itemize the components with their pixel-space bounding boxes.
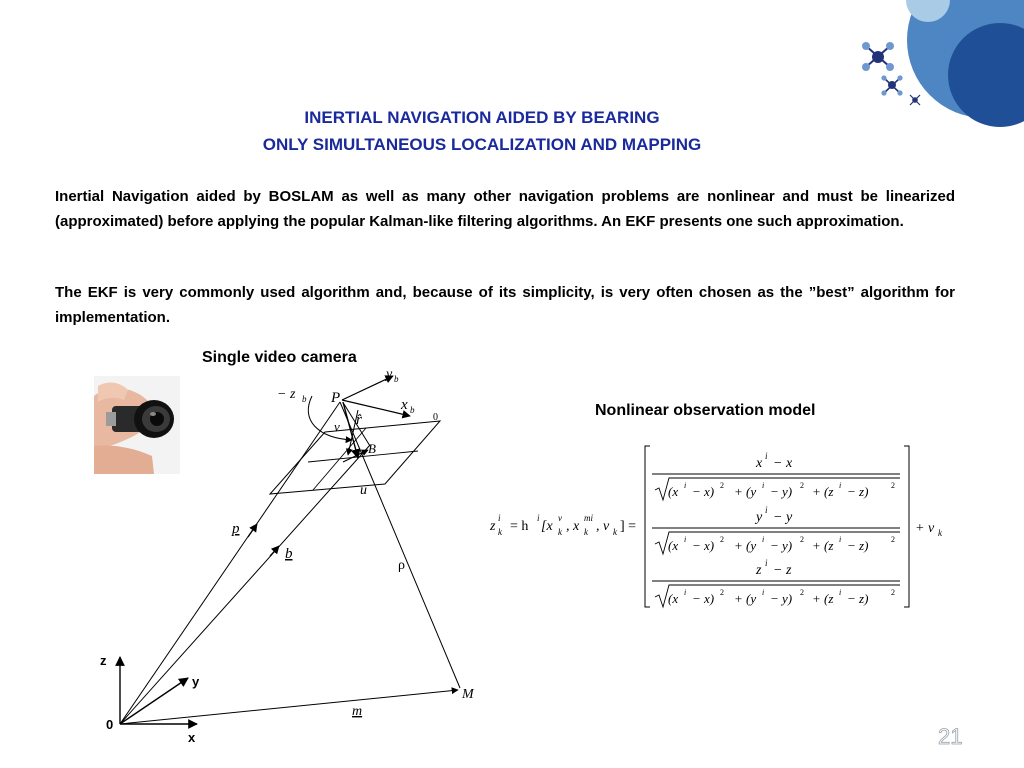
svg-text:i: i — [762, 588, 765, 597]
svg-text:i: i — [765, 558, 768, 568]
svg-text:= h: = h — [510, 519, 529, 534]
label-yb: y — [386, 367, 393, 382]
svg-text:− z: − z — [773, 563, 792, 578]
label-yb-sub: b — [394, 374, 399, 384]
eq-plus-v: + v — [915, 521, 935, 536]
label-axis-x: x — [188, 730, 196, 745]
label-b: b — [285, 546, 293, 562]
svg-text:k: k — [498, 527, 502, 537]
label-zb-sub: b — [302, 394, 307, 404]
eq-lhs: z — [490, 519, 496, 534]
svg-text:+ (z: + (z — [812, 484, 834, 499]
svg-text:(x: (x — [668, 591, 679, 606]
label-axis-z: z — [100, 653, 107, 668]
label-axis-y: y — [192, 674, 200, 689]
svg-text:i: i — [839, 535, 842, 544]
svg-text:k: k — [558, 527, 562, 537]
svg-text:i: i — [684, 535, 687, 544]
label-origin: 0 — [106, 717, 114, 732]
slide-title-line-2: ONLY SIMULTANEOUS LOCALIZATION AND MAPPING — [262, 135, 702, 154]
svg-text:i: i — [762, 481, 765, 490]
svg-text:2: 2 — [720, 535, 724, 544]
svg-text:i: i — [537, 513, 540, 523]
svg-text:− x): − x) — [692, 484, 715, 499]
svg-text:(x: (x — [668, 538, 679, 553]
svg-text:, v: , v — [596, 519, 610, 534]
label-neg-zb: − z — [277, 387, 296, 402]
label-P: P — [331, 390, 341, 406]
svg-text:− z): − z) — [847, 538, 869, 553]
svg-text:2: 2 — [891, 481, 895, 490]
label-xb: x — [401, 397, 408, 413]
svg-text:[x: [x — [541, 519, 553, 534]
eq-den-3 — [655, 585, 900, 607]
svg-text:2: 2 — [800, 535, 804, 544]
model-caption: Nonlinear observation model — [595, 402, 816, 419]
eq-den-1 — [655, 478, 900, 500]
svg-text:i: i — [839, 588, 842, 597]
label-B: B — [368, 441, 376, 456]
eq-left-bracket — [645, 446, 650, 607]
svg-text:− z): − z) — [847, 591, 869, 606]
paragraph-2: The EKF is very commonly used algorithm and, because of its simplicity, is very often chosen as the ”best” algorithm for implementation. — [55, 284, 955, 326]
label-rhat: r̂ — [356, 412, 362, 428]
page-number: 21 — [938, 724, 963, 749]
svg-text:2: 2 — [891, 535, 895, 544]
svg-text:, x: , x — [566, 519, 580, 534]
svg-text:− y: − y — [773, 510, 793, 525]
svg-text:− x: − x — [773, 456, 793, 471]
label-v: v — [334, 419, 340, 434]
svg-text:− z): − z) — [847, 484, 869, 499]
svg-text:+ (y: + (y — [734, 538, 757, 553]
svg-text:− x): − x) — [692, 591, 715, 606]
svg-text:k: k — [584, 527, 588, 537]
label-rho: ρ — [398, 558, 405, 573]
eq-den-2 — [655, 532, 900, 554]
svg-text:i: i — [765, 505, 768, 515]
label-p: p — [232, 521, 240, 537]
svg-text:+ (y: + (y — [734, 484, 757, 499]
label-u: u — [360, 483, 367, 498]
svg-text:v: v — [558, 513, 562, 523]
svg-text:i: i — [684, 481, 687, 490]
svg-text:2: 2 — [800, 481, 804, 490]
label-xb-sub: b — [410, 405, 415, 415]
svg-text:i: i — [762, 535, 765, 544]
svg-text:(x: (x — [668, 484, 679, 499]
svg-text:− y): − y) — [770, 484, 793, 499]
svg-text:i: i — [498, 513, 501, 523]
svg-text:i: i — [839, 481, 842, 490]
svg-text:2: 2 — [891, 588, 895, 597]
svg-text:i: i — [765, 451, 768, 461]
svg-text:k: k — [613, 527, 617, 537]
svg-text:+ (z: + (z — [812, 538, 834, 553]
paragraph-1: Inertial Navigation aided by BOSLAM as well as many other navigation problems are nonlinear and must be linearized (approximated) before applying the popular Kalman-like filtering algorithms. An EKF presents one such approximation. — [55, 188, 955, 230]
svg-text:2: 2 — [720, 481, 724, 490]
eq-num-3: z — [756, 563, 762, 578]
svg-text:2: 2 — [720, 588, 724, 597]
svg-text:mi: mi — [584, 513, 593, 523]
svg-text:k: k — [938, 528, 942, 538]
svg-text:] =: ] = — [620, 519, 637, 534]
label-zero-top: 0 — [433, 412, 438, 423]
svg-text:− x): − x) — [692, 538, 715, 553]
slide-title-line-1: INERTIAL NAVIGATION AIDED BY BEARING — [304, 108, 660, 127]
svg-text:i: i — [684, 588, 687, 597]
eq-right-bracket — [904, 446, 909, 607]
svg-text:− y): − y) — [770, 538, 793, 553]
eq-num-2: y — [756, 510, 763, 525]
svg-text:2: 2 — [800, 588, 804, 597]
camera-caption: Single video camera — [202, 349, 357, 366]
svg-text:+ (z: + (z — [812, 591, 834, 606]
svg-text:− y): − y) — [770, 591, 793, 606]
label-M: M — [462, 687, 474, 702]
label-m: m — [352, 704, 363, 719]
eq-num-1: x — [756, 456, 763, 471]
svg-text:+ (y: + (y — [734, 591, 757, 606]
